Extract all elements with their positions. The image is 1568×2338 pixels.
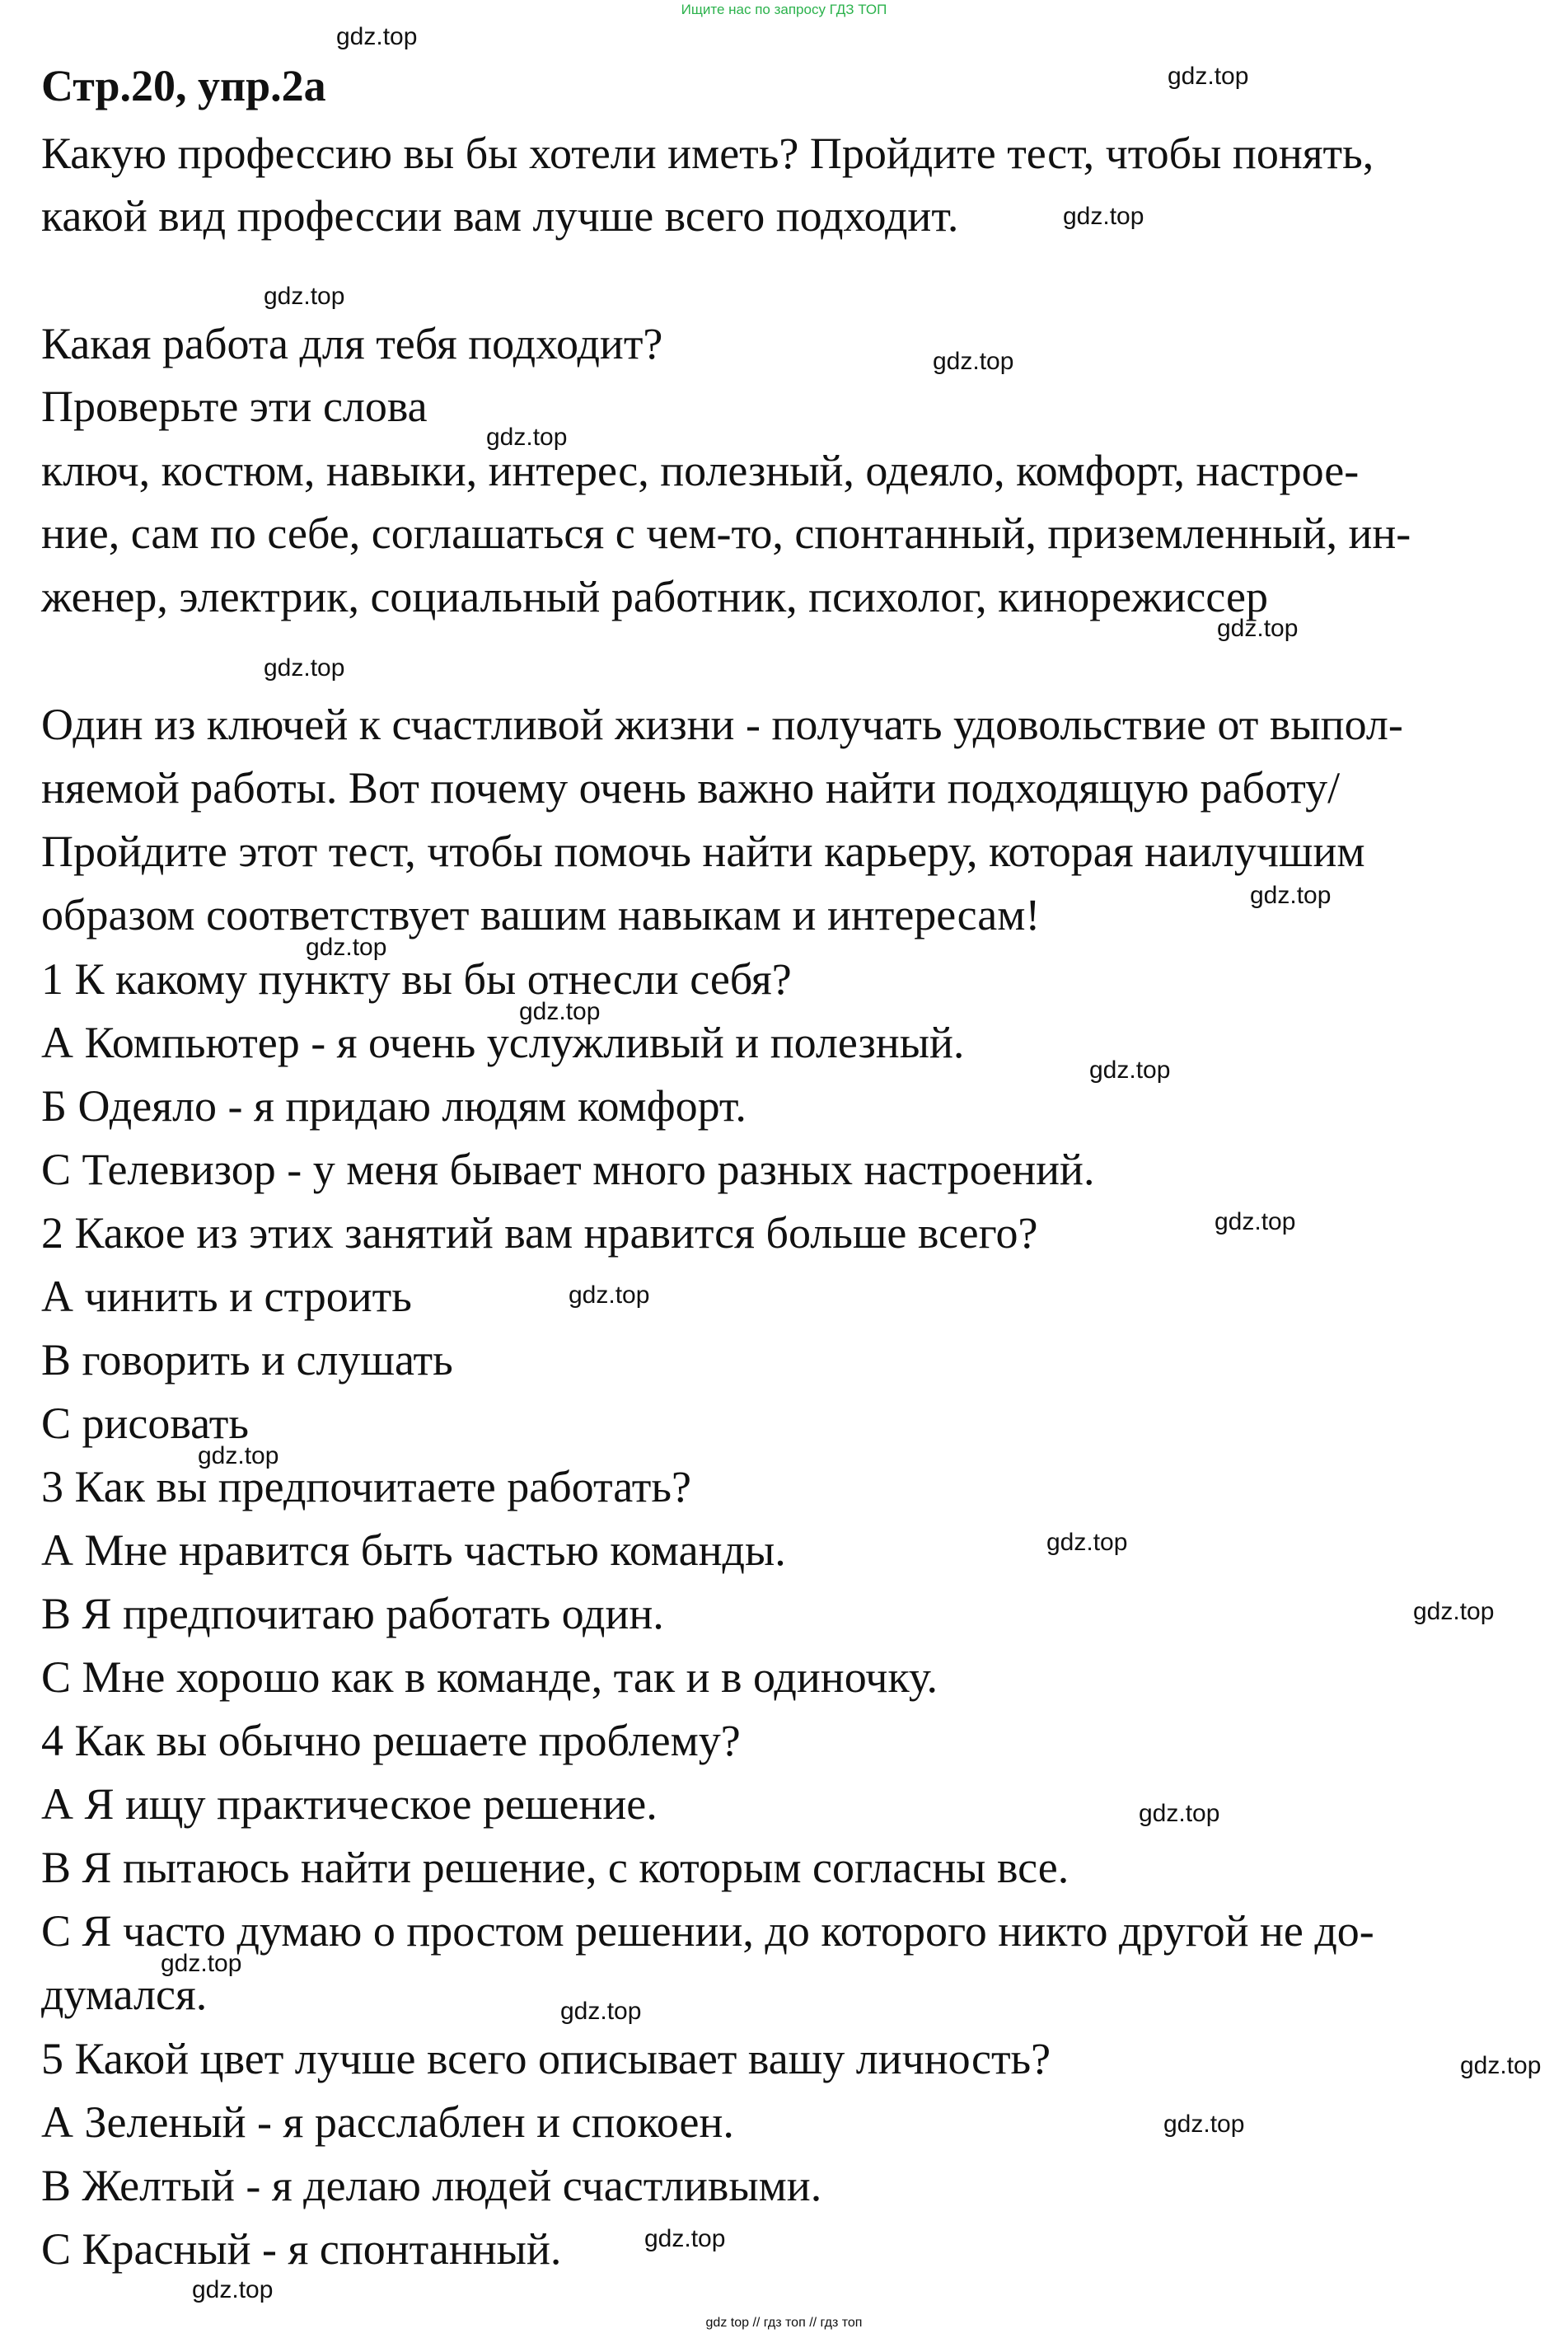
watermark: gdz.top <box>336 23 418 50</box>
watermark: gdz.top <box>161 1950 242 1977</box>
question-1-option-b: Б Одеяло - я придаю людям комфорт. <box>41 1081 747 1131</box>
question-1: 1 К какому пункту вы бы отнесли себя? <box>41 954 792 1004</box>
watermark: gdz.top <box>1250 882 1332 909</box>
watermark: gdz.top <box>192 2276 274 2303</box>
watermark: gdz.top <box>306 934 387 961</box>
question-5: 5 Какой цвет лучше всего описывает вашу личность? <box>41 2034 1051 2083</box>
watermark: gdz.top <box>569 1281 650 1309</box>
paragraph-line: Один из ключей к счастливой жизни - получать удовольствие от выпол- <box>41 700 1403 749</box>
watermark: gdz.top <box>560 1998 642 2025</box>
question-1-option-c: С Телевизор - у меня бывает много разных настроений. <box>41 1145 1095 1194</box>
question-5-option-a: А Зеленый - я расслаблен и спокоен. <box>41 2097 734 2147</box>
subheading: Какая работа для тебя подходит? <box>41 319 663 368</box>
footer: gdz top // гдз топ // гдз топ <box>705 2316 863 2330</box>
question-4-option-a: А Я ищу практическое решение. <box>41 1779 658 1829</box>
word-list-line: женер, электрик, социальный работник, психолог, кинорежиссер <box>41 572 1268 621</box>
watermark: gdz.top <box>264 654 345 682</box>
check-words-label: Проверьте эти слова <box>41 382 428 431</box>
question-3-option-c: С Мне хорошо как в команде, так и в одиночку. <box>41 1652 938 1702</box>
watermark: gdz.top <box>1089 1057 1171 1084</box>
watermark: gdz.top <box>644 2225 726 2252</box>
top-banner: Ищите нас по запросу ГДЗ ТОП <box>681 2 887 17</box>
paragraph-line: образом соответствует вашим навыкам и интересам! <box>41 890 1041 939</box>
question-3-option-a: А Мне нравится быть частью команды. <box>41 1525 786 1575</box>
watermark: gdz.top <box>1413 1598 1495 1625</box>
watermark: gdz.top <box>1217 615 1299 642</box>
paragraph-line: Пройдите этот тест, чтобы помочь найти карьеру, которая наилучшим <box>41 827 1365 876</box>
question-4-option-c: С Я часто думаю о простом решении, до которого никто другой не до- <box>41 1906 1374 1956</box>
question-5-option-b: В Желтый - я делаю людей счастливыми. <box>41 2161 822 2210</box>
question-5-option-c: С Красный - я спонтанный. <box>41 2224 562 2274</box>
intro-line: Какую профессию вы бы хотели иметь? Пройдите тест, чтобы понять, <box>41 129 1374 178</box>
word-list-line: ключ, костюм, навыки, интерес, полезный, одеяло, комфорт, настрое- <box>41 446 1360 495</box>
watermark: gdz.top <box>198 1442 279 1469</box>
question-2-option-c: С рисовать <box>41 1399 249 1448</box>
question-1-option-a: А Компьютер - я очень услужливый и полезный. <box>41 1018 965 1067</box>
intro-line: какой вид профессии вам лучше всего подходит. <box>41 191 959 241</box>
question-4-option-c-continued: думался. <box>41 1970 208 2019</box>
page-title: Стр.20, упр.2а <box>41 61 326 110</box>
question-3: 3 Как вы предпочитаете работать? <box>41 1462 691 1511</box>
watermark: gdz.top <box>519 998 601 1025</box>
watermark: gdz.top <box>264 283 345 310</box>
watermark: gdz.top <box>1139 1800 1220 1827</box>
question-4-option-b: В Я пытаюсь найти решение, с которым согласны все. <box>41 1843 1070 1892</box>
watermark: gdz.top <box>1460 2052 1542 2079</box>
watermark: gdz.top <box>1063 203 1144 230</box>
word-list-line: ние, сам по себе, соглашаться с чем-то, спонтанный, приземленный, ин- <box>41 508 1411 558</box>
watermark: gdz.top <box>1046 1529 1128 1556</box>
question-2: 2 Какое из этих занятий вам нравится больше всего? <box>41 1208 1038 1258</box>
question-3-option-b: В Я предпочитаю работать один. <box>41 1589 664 1638</box>
paragraph-line: няемой работы. Вот почему очень важно найти подходящую работу/ <box>41 763 1341 813</box>
question-2-option-a: А чинить и строить <box>41 1272 412 1321</box>
watermark: gdz.top <box>486 424 568 451</box>
watermark: gdz.top <box>1168 63 1249 90</box>
watermark: gdz.top <box>933 348 1014 375</box>
question-4: 4 Как вы обычно решаете проблему? <box>41 1716 741 1765</box>
watermark: gdz.top <box>1215 1208 1296 1235</box>
question-2-option-b: В говорить и слушать <box>41 1335 453 1385</box>
watermark: gdz.top <box>1163 2111 1245 2138</box>
